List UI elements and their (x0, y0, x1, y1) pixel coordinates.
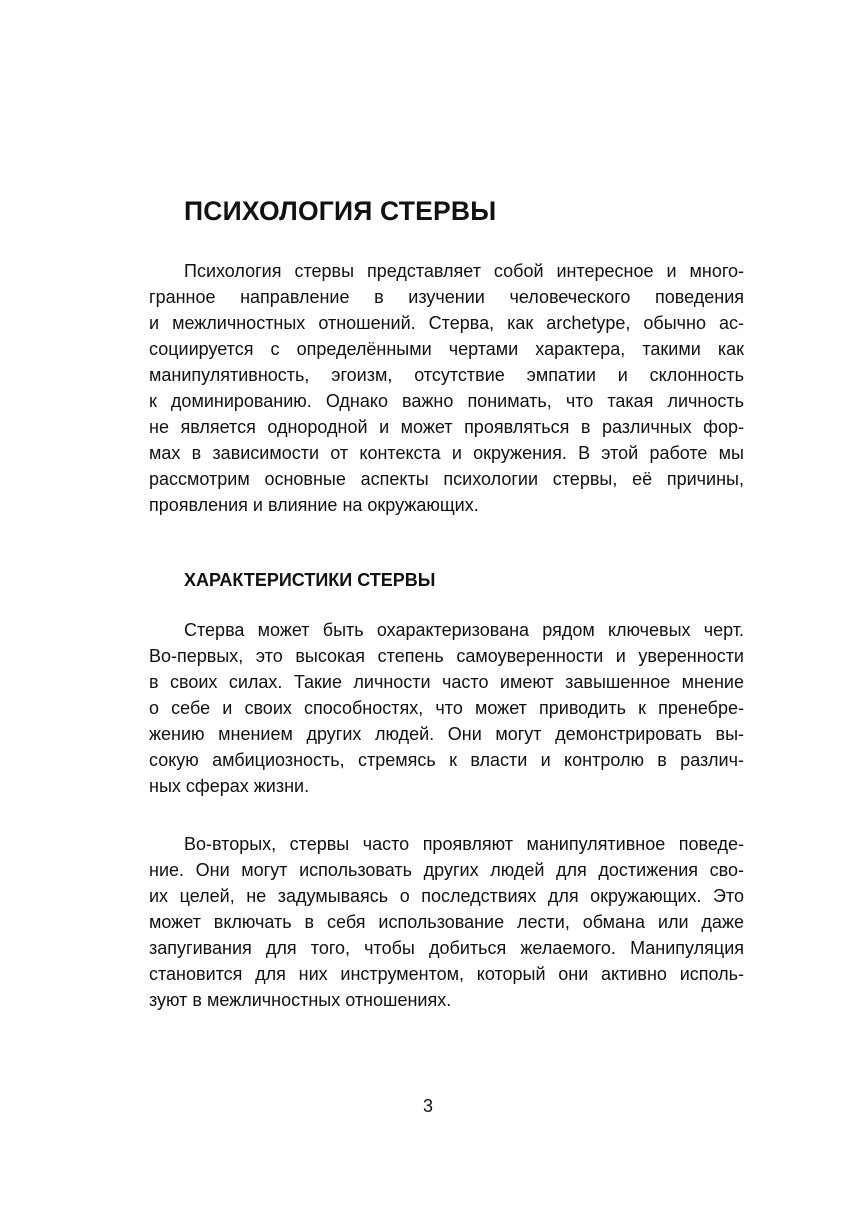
paragraph-line: гранное направление в изучении человеческого поведения (149, 287, 744, 307)
characteristics-paragraph-2 (149, 831, 744, 1013)
paragraph-line: о себе и своих способностях, что может приводить к пренебре- (149, 698, 744, 718)
paragraph-line: рассмотрим основные аспекты психологии стервы, её причины, (149, 469, 744, 489)
paragraph-line: запугивания для того, чтобы добиться желаемого. Манипуляция (149, 938, 744, 958)
page-number: 3 (422, 1096, 433, 1116)
characteristics-paragraph-1 (149, 617, 744, 799)
paragraph-line: манипулятивность, эгоизм, отсутствие эмпатии и склонность (149, 365, 744, 385)
page-title: ПСИХОЛОГИЯ СТЕРВЫ (184, 196, 497, 226)
section-heading: ХАРАКТЕРИСТИКИ СТЕРВЫ (184, 570, 436, 590)
paragraph-line: социируется с определёнными чертами характера, такими как (149, 339, 744, 359)
paragraph-line: жению мнением других людей. Они могут демонстрировать вы- (149, 724, 744, 744)
paragraph-line: Стерва может быть охарактеризована рядом ключевых черт. (184, 620, 744, 640)
paragraph-line: и межличностных отношений. Стерва, как archetype, обычно ас- (149, 313, 744, 333)
paragraph-line: ных сферах жизни. (149, 776, 310, 796)
paragraph-line: в своих силах. Такие личности часто имеют завышенное мнение (149, 672, 744, 692)
paragraph-line: зуют в межличностных отношениях. (149, 990, 452, 1010)
paragraph-line: проявления и влияние на окружающих. (149, 495, 479, 515)
paragraph-line: мах в зависимости от контекста и окружения. В этой работе мы (149, 443, 744, 463)
paragraph-line: становится для них инструментом, который они активно исполь- (149, 964, 744, 984)
paragraph-line: Во-вторых, стервы часто проявляют манипулятивное поведе- (184, 834, 744, 854)
paragraph-line: Во-первых, это высокая степень самоуверенности и уверенности (149, 646, 744, 666)
paragraph-line: может включать в себя использование лести, обмана или даже (149, 912, 744, 932)
paragraph-line: не является однородной и может проявляться в различных фор- (149, 417, 744, 437)
intro-paragraph (149, 258, 744, 518)
paragraph-line: к доминированию. Однако важно понимать, что такая личность (149, 391, 744, 411)
paragraph-line: ние. Они могут использовать других людей для достижения сво- (149, 860, 744, 880)
paragraph-line: их целей, не задумываясь о последствиях для окружающих. Это (149, 886, 744, 906)
paragraph-line: Психология стервы представляет собой интересное и много- (184, 261, 744, 281)
paragraph-line: сокую амбициозность, стремясь к власти и контролю в различ- (149, 750, 744, 770)
